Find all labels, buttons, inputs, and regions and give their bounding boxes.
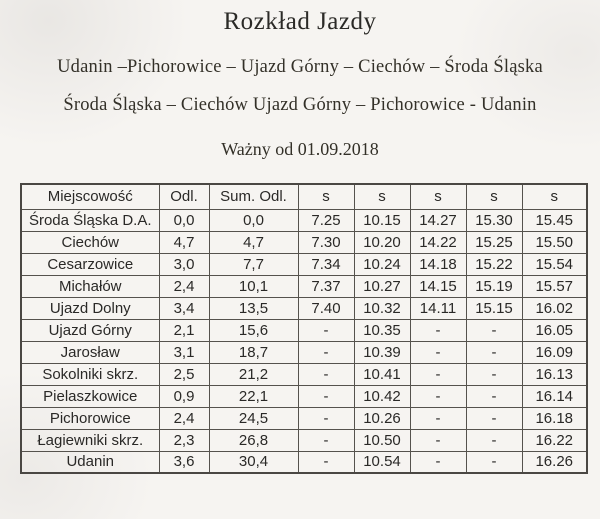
- time-cell: -: [466, 451, 522, 473]
- time-cell: 14.11: [410, 297, 466, 319]
- time-cell: 15.15: [466, 297, 522, 319]
- time-cell: -: [410, 385, 466, 407]
- time-cell: 10.41: [354, 363, 410, 385]
- time-cell: 10.39: [354, 341, 410, 363]
- time-cell: -: [410, 341, 466, 363]
- timetable-body: [21, 209, 587, 473]
- distance-cell: 2,4: [159, 407, 209, 429]
- table-row: [21, 253, 587, 275]
- time-cell: 10.27: [354, 275, 410, 297]
- station-cell: Pielaszkowice: [21, 385, 159, 407]
- time-cell: -: [410, 407, 466, 429]
- station-cell: Sokolniki skrz.: [21, 363, 159, 385]
- time-cell: 16.26: [522, 451, 587, 473]
- column-header: Miejscowość: [21, 184, 159, 209]
- time-cell: -: [410, 319, 466, 341]
- time-cell: 7.40: [298, 297, 354, 319]
- sum-distance-cell: 18,7: [209, 341, 298, 363]
- time-cell: 15.54: [522, 253, 587, 275]
- table-row: [21, 297, 587, 319]
- station-cell: Ujazd Górny: [21, 319, 159, 341]
- time-cell: -: [466, 363, 522, 385]
- time-cell: -: [466, 429, 522, 451]
- time-cell: 15.50: [522, 231, 587, 253]
- column-header: s: [298, 184, 354, 209]
- time-cell: -: [466, 407, 522, 429]
- time-cell: 10.35: [354, 319, 410, 341]
- time-cell: 16.22: [522, 429, 587, 451]
- time-cell: 10.24: [354, 253, 410, 275]
- time-cell: 16.05: [522, 319, 587, 341]
- time-cell: 7.25: [298, 209, 354, 231]
- column-header: Sum. Odl.: [209, 184, 298, 209]
- station-cell: Cesarzowice: [21, 253, 159, 275]
- time-cell: 16.09: [522, 341, 587, 363]
- station-cell: Środa Śląska D.A.: [21, 209, 159, 231]
- time-cell: -: [298, 451, 354, 473]
- validity-note: Ważny od 01.09.2018: [221, 139, 379, 159]
- time-cell: -: [466, 319, 522, 341]
- column-header: s: [410, 184, 466, 209]
- time-cell: 15.30: [466, 209, 522, 231]
- table-row: [21, 363, 587, 385]
- distance-cell: 3,1: [159, 341, 209, 363]
- time-cell: -: [298, 407, 354, 429]
- time-cell: 15.57: [522, 275, 587, 297]
- distance-cell: 2,5: [159, 363, 209, 385]
- table-row: [21, 341, 587, 363]
- column-header: s: [466, 184, 522, 209]
- station-cell: Ujazd Dolny: [21, 297, 159, 319]
- time-cell: -: [298, 319, 354, 341]
- time-cell: 15.19: [466, 275, 522, 297]
- time-cell: -: [410, 451, 466, 473]
- station-cell: Pichorowice: [21, 407, 159, 429]
- time-cell: 14.22: [410, 231, 466, 253]
- timetable-header-row: [21, 184, 587, 209]
- time-cell: -: [410, 429, 466, 451]
- column-header: s: [354, 184, 410, 209]
- column-header: Odl.: [159, 184, 209, 209]
- time-cell: 14.27: [410, 209, 466, 231]
- table-row: [21, 385, 587, 407]
- distance-cell: 0,0: [159, 209, 209, 231]
- time-cell: -: [298, 363, 354, 385]
- distance-cell: 2,4: [159, 275, 209, 297]
- page-title: Rozkład Jazdy: [223, 8, 377, 35]
- sum-distance-cell: 26,8: [209, 429, 298, 451]
- time-cell: 15.22: [466, 253, 522, 275]
- time-cell: 16.18: [522, 407, 587, 429]
- time-cell: 10.20: [354, 231, 410, 253]
- time-cell: -: [298, 385, 354, 407]
- distance-cell: 4,7: [159, 231, 209, 253]
- sum-distance-cell: 4,7: [209, 231, 298, 253]
- sum-distance-cell: 22,1: [209, 385, 298, 407]
- time-cell: 7.37: [298, 275, 354, 297]
- column-header: s: [522, 184, 587, 209]
- distance-cell: 0,9: [159, 385, 209, 407]
- sum-distance-cell: 10,1: [209, 275, 298, 297]
- station-cell: Udanin: [21, 451, 159, 473]
- timetable: [20, 183, 588, 474]
- table-row: [21, 407, 587, 429]
- distance-cell: 3,6: [159, 451, 209, 473]
- sum-distance-cell: 21,2: [209, 363, 298, 385]
- time-cell: 10.26: [354, 407, 410, 429]
- time-cell: -: [466, 385, 522, 407]
- sum-distance-cell: 30,4: [209, 451, 298, 473]
- table-row: [21, 319, 587, 341]
- time-cell: 10.54: [354, 451, 410, 473]
- distance-cell: 3,0: [159, 253, 209, 275]
- time-cell: 10.50: [354, 429, 410, 451]
- time-cell: -: [410, 363, 466, 385]
- time-cell: 15.45: [522, 209, 587, 231]
- table-row: [21, 231, 587, 253]
- time-cell: 16.02: [522, 297, 587, 319]
- station-cell: Ciechów: [21, 231, 159, 253]
- time-cell: 15.25: [466, 231, 522, 253]
- time-cell: -: [298, 429, 354, 451]
- table-row: [21, 451, 587, 473]
- station-cell: Jarosław: [21, 341, 159, 363]
- time-cell: 7.34: [298, 253, 354, 275]
- time-cell: 16.13: [522, 363, 587, 385]
- sum-distance-cell: 24,5: [209, 407, 298, 429]
- distance-cell: 2,1: [159, 319, 209, 341]
- sum-distance-cell: 15,6: [209, 319, 298, 341]
- time-cell: 7.30: [298, 231, 354, 253]
- route-outbound-line: Udanin –Pichorowice – Ujazd Górny – Ciechów – Środa Śląska: [57, 57, 543, 77]
- time-cell: 14.15: [410, 275, 466, 297]
- time-cell: 16.14: [522, 385, 587, 407]
- distance-cell: 2,3: [159, 429, 209, 451]
- time-cell: 14.18: [410, 253, 466, 275]
- time-cell: 10.32: [354, 297, 410, 319]
- sum-distance-cell: 7,7: [209, 253, 298, 275]
- time-cell: 10.42: [354, 385, 410, 407]
- station-cell: Łagiewniki skrz.: [21, 429, 159, 451]
- time-cell: -: [298, 341, 354, 363]
- time-cell: -: [466, 341, 522, 363]
- distance-cell: 3,4: [159, 297, 209, 319]
- time-cell: 10.15: [354, 209, 410, 231]
- sum-distance-cell: 0,0: [209, 209, 298, 231]
- route-return-line: Środa Śląska – Ciechów Ujazd Górny – Pichorowice - Udanin: [63, 95, 537, 115]
- table-row: [21, 429, 587, 451]
- station-cell: Michałów: [21, 275, 159, 297]
- sum-distance-cell: 13,5: [209, 297, 298, 319]
- table-row: [21, 209, 587, 231]
- table-row: [21, 275, 587, 297]
